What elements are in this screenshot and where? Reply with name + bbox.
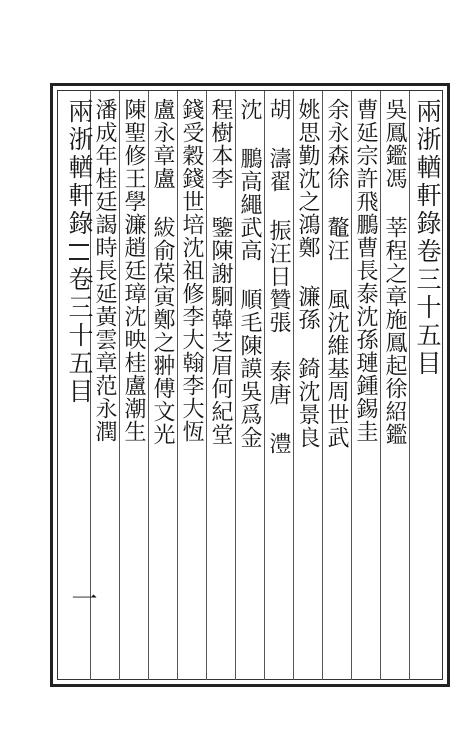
person-name: 曹延宗 (353, 98, 378, 167)
person-name: 汪日贊 (266, 242, 291, 311)
person-name: 徐 鼇 (324, 167, 349, 239)
person-name: 孫 錡 (295, 308, 320, 380)
person-name: 時長延 (92, 236, 117, 305)
person-name: 趙廷璋 (121, 236, 146, 305)
name-column (380, 98, 408, 673)
person-name: 唐 澧 (266, 383, 291, 455)
volume-label: 卷三十五 (413, 238, 442, 350)
name-column (293, 98, 321, 673)
person-name: 沈維基 (324, 311, 349, 380)
section-label: 目 (413, 350, 442, 378)
person-name: 沈 鵬 (237, 98, 262, 170)
person-name: 程樹本 (208, 98, 233, 167)
fold-volume: 卷三十五 (65, 266, 94, 378)
fishtail-mark (69, 244, 89, 260)
title-column (410, 98, 444, 673)
leaf-number: 一 (67, 585, 97, 611)
person-name: 周世武 (324, 380, 349, 449)
person-name: 吳爲金 (237, 380, 262, 449)
person-name: 盧 紱 (150, 167, 175, 239)
name-column (351, 98, 379, 673)
name-column (235, 98, 263, 673)
person-name: 毛陳謨 (237, 311, 262, 380)
person-name: 李 鑒 (208, 167, 233, 239)
person-name: 姚思勤 (295, 98, 320, 167)
person-name: 馮 莘 (382, 167, 407, 239)
person-name: 王學濂 (121, 167, 146, 236)
name-column (322, 98, 350, 673)
person-name: 陳聖修 (121, 98, 146, 167)
person-name: 施鳳起 (382, 308, 407, 377)
person-name: 鄭之翀 (150, 308, 175, 377)
person-name: 許飛鵬 (353, 167, 378, 236)
person-name: 俞葆寅 (150, 239, 175, 308)
person-name: 陳謝駉 (208, 239, 233, 308)
person-name: 沈之鴻 (295, 167, 320, 236)
person-name: 范永潤 (92, 374, 117, 443)
person-name: 李大恆 (179, 374, 204, 443)
name-column (119, 98, 147, 673)
name-column (177, 98, 205, 673)
person-name: 程之章 (382, 239, 407, 308)
person-name: 潘成年 (92, 98, 117, 167)
person-name: 胡 濤 (266, 98, 291, 170)
person-name: 鍾錫圭 (353, 374, 378, 443)
name-column (148, 98, 176, 673)
person-name: 盧潮生 (121, 374, 146, 443)
person-name: 高 順 (237, 239, 262, 311)
person-name: 汪 風 (324, 239, 349, 311)
fold-book-title: 兩浙輶軒錄 (65, 98, 94, 238)
person-name: 張 泰 (266, 311, 291, 383)
fold-section: 目 (65, 378, 94, 406)
person-name: 曹長泰 (353, 236, 378, 305)
person-name: 盧永章 (150, 98, 175, 167)
person-name: 吳鳳鑑 (382, 98, 407, 167)
person-name: 沈映桂 (121, 305, 146, 374)
book-title: 兩浙輶軒錄 (413, 98, 442, 238)
person-name: 余永森 (324, 98, 349, 167)
person-name: 翟 振 (266, 170, 291, 242)
person-name: 傅文光 (150, 377, 175, 446)
person-name: 錢世培 (179, 167, 204, 236)
person-name: 錢受穀 (179, 98, 204, 167)
person-name: 沈孫璉 (353, 305, 378, 374)
name-column (206, 98, 234, 673)
person-name: 李大翰 (179, 305, 204, 374)
person-name: 何紀堂 (208, 377, 233, 446)
name-column (264, 98, 292, 673)
person-name: 沈景良 (295, 380, 320, 449)
person-name: 徐紹鑑 (382, 377, 407, 446)
person-name: 沈祖修 (179, 236, 204, 305)
person-name: 鄭 濂 (295, 236, 320, 308)
person-name: 黃雲章 (92, 305, 117, 374)
person-name: 韓芝眉 (208, 308, 233, 377)
person-name: 桂廷謁 (92, 167, 117, 236)
person-name: 高繩武 (237, 170, 262, 239)
